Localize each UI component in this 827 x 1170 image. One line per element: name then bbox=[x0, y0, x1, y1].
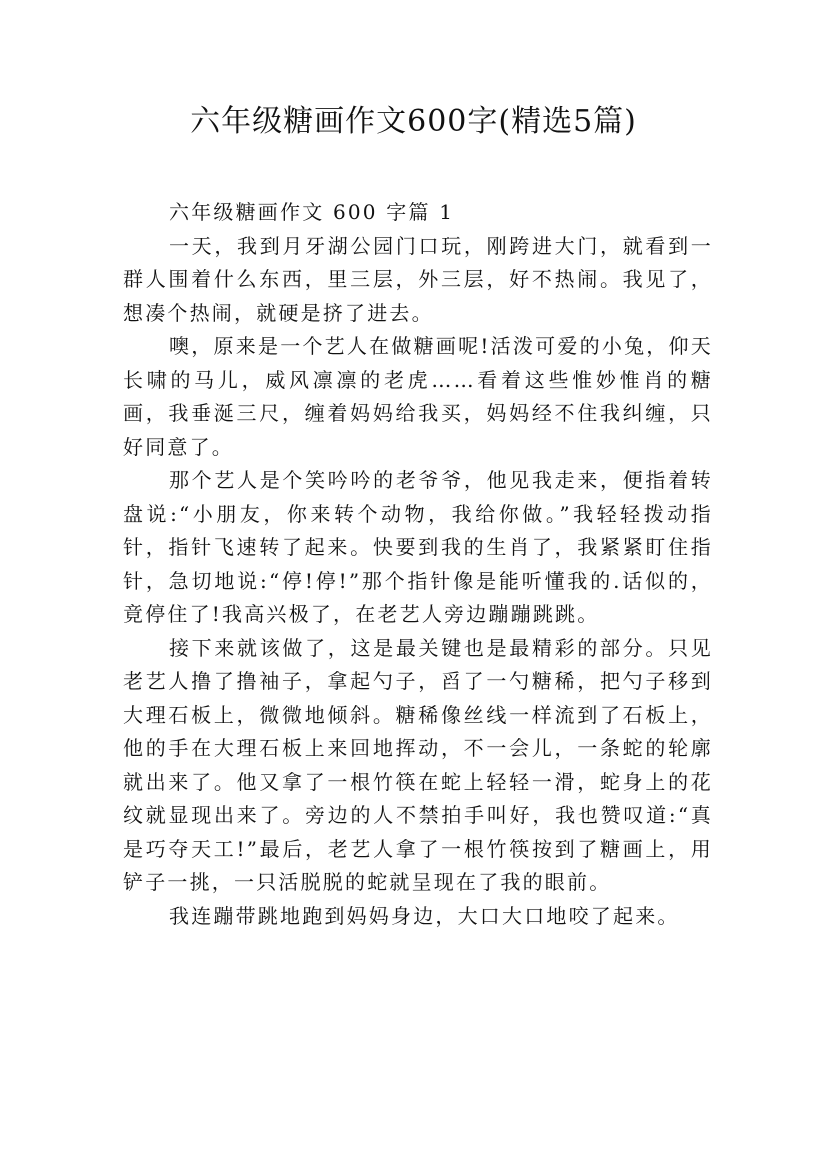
section-heading: 六年级糖画作文 600 字篇 1 bbox=[169, 200, 455, 224]
paragraph-3: 那个艺人是个笑吟吟的老爷爷，他见我走来，便指着转盘说:“小朋友，你来转个动物，我给你做。”我轻轻拨动指针，指针飞速转了起来。快要到我的生肖了，我紧紧盯住指针，急切地说:“停!停!”那个指针像是能听懂我的.话似的，竟停住了!我高兴极了，在老艺人旁边蹦蹦跳跳。 bbox=[123, 468, 713, 626]
document-title: 六年级糖画作文600字(精选5篇) bbox=[190, 104, 637, 139]
document-body bbox=[123, 196, 713, 933]
paragraph-1: 一天，我到月牙湖公园门口玩，刚跨进大门，就看到一群人围着什么东西，里三层，外三层，好不热闹。我见了，想凑个热闹，就硬是挤了进去。 bbox=[123, 233, 713, 325]
paragraph-5: 我连蹦带跳地跑到妈妈身边，大口大口地咬了起来。 bbox=[169, 903, 680, 928]
paragraph-4: 接下来就该做了，这是最关键也是最精彩的部分。只见老艺人撸了撸袖子，拿起勺子，舀了一勺糖稀，把勺子移到大理石板上，微微地倾斜。糖稀像丝线一样流到了石板上，他的手在大理石板上来回地挥动，不一会儿，一条蛇的轮廓就出来了。他又拿了一根竹筷在蛇上轻轻一滑，蛇身上的花纹就显现出来了。旁边的人不禁拍手叫好，我也赞叹道:“真是巧夺天工!”最后，老艺人拿了一根竹筷按到了糖画上，用铲子一挑，一只活脱脱的蛇就呈现在了我的眼前。 bbox=[123, 635, 713, 894]
paragraph-2: 噢，原来是一个艺人在做糖画呢!活泼可爱的小兔，仰天长啸的马儿，威风凛凛的老虎……看着这些惟妙惟肖的糖画，我垂涎三尺，缠着妈妈给我买，妈妈经不住我纠缠，只好同意了。 bbox=[123, 334, 713, 459]
